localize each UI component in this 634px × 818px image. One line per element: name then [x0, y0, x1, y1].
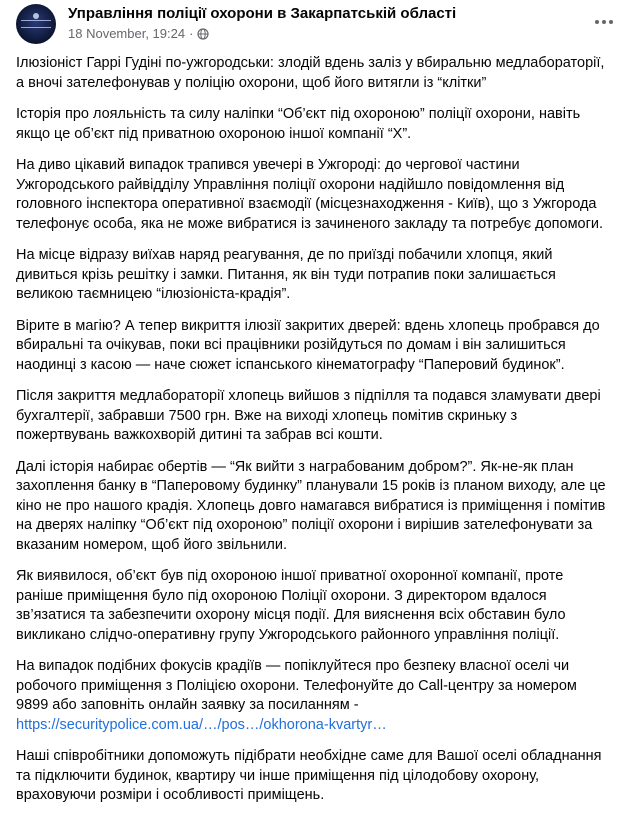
post-paragraph: Після закриття медлабораторії хлопець вийшов з підпілля та подався зламувати двері бухгалтерії, забравши 7500 грн. Вже на виході хлопець помітив скриньку з пожертвувань важкохворій дитині та забрав всі кошти.: [16, 388, 601, 443]
more-options-icon: [602, 20, 606, 24]
more-options-icon: [609, 20, 613, 24]
globe-icon[interactable]: [197, 28, 209, 40]
post-meta: [68, 26, 209, 41]
post-timestamp[interactable]: 18 November, 19:24: [68, 26, 186, 41]
closing-paragraph: Наші співробітники допоможуть підібрати необхідне саме для Вашої оселі обладнання та підключити будинок, квартиру чи інше приміщення під цілодобову охорону, враховуючи розміри і особливості приміщень.: [16, 748, 602, 803]
post-paragraph: Як виявилося, об’єкт був під охороною іншої приватної охоронної компанії, проте раніше приміщення було під охороною Поліції охорони. З директором вдалося зв’язатися та забезпечити охорону місця події. Для вияснення всіх обставин було викликано слідчо-оперативну групу Ужгородського районного управління поліції.: [16, 568, 566, 643]
post-paragraph: На місце відразу виїхав наряд реагування, де по приїзді побачили хлопця, який дивиться крізь решітку і замки. Питання, як він туди потрапив поки залишається великою таємницею “ілюзіоніста-крадія”.: [16, 247, 556, 302]
post-body: [16, 54, 612, 818]
meta-separator: ·: [189, 26, 194, 41]
page-avatar[interactable]: [16, 4, 56, 44]
post-paragraph: Ілюзіоніст Гаррі Гудіні по-ужгородськи: злодій вдень заліз у вбиральню медлабораторії, а вночі зателефонував у поліцію охорони, щоб його витягли із “клітки”: [16, 55, 605, 91]
post-header: [0, 0, 634, 44]
cta-text: На випадок подібних фокусів крадіїв — попіклуйтеся про безпеку власної оселі чи робочого приміщення з Поліцією охорони. Телефонуйте до Call-центру за номером 9899 або заповніть онлайн заявку за посиланням -: [16, 658, 577, 713]
cta-paragraph: [16, 657, 612, 735]
emblem-icon: [33, 13, 39, 19]
order-link[interactable]: https://securitypolice.com.ua/…/pos…/okhorona-kvartyr…: [16, 716, 387, 733]
post-paragraph: На диво цікавий випадок трапився увечері в Ужгороді: до чергової частини Ужгородського райвідділу Управління поліції охорони надійшло повідомлення від головного інспектора оперативної взаємодії (місцезнаходження - Київ), що з Ужгорода телефонує особа, яка не може вибратися із зачиненого закладу та потребує допомоги.: [16, 157, 604, 232]
emblem-lines: [21, 20, 51, 28]
page-name-link[interactable]: Управління поліції охорони в Закарпатській області: [68, 5, 457, 22]
more-options-icon: [595, 20, 599, 24]
post-paragraph: Історія про лояльність та силу наліпки “Об’єкт під охороною” поліції охорони, навіть якщо це об’єкт під приватною охороною іншої компанії “Х”.: [16, 106, 581, 142]
post-paragraph: Вірите в магію? А тепер викриття ілюзії закритих дверей: вдень хлопець пробрався до вбиральні та очікував, поки всі працівники розійдуться по домам і він залишиться наодинці з касою — наче сюжет іспанського кінематографу “Паперовий будинок”.: [16, 317, 600, 373]
more-options-button[interactable]: [590, 8, 618, 36]
post-paragraph: Далі історія набирає обертів — “Як вийти з награбованим добром?”. Як-не-як план захоплення банку в “Паперовому будинку” планували 15 років із планом виходу, але це кіно не про нашого крадія. Хлопець довго намагався вибратися із приміщення і помітив на дверях наліпку “Об’єкт під охороною” поліції охорони і вирішив зателефонувати за вказаним номером, щоб його звільнили.: [16, 458, 606, 553]
